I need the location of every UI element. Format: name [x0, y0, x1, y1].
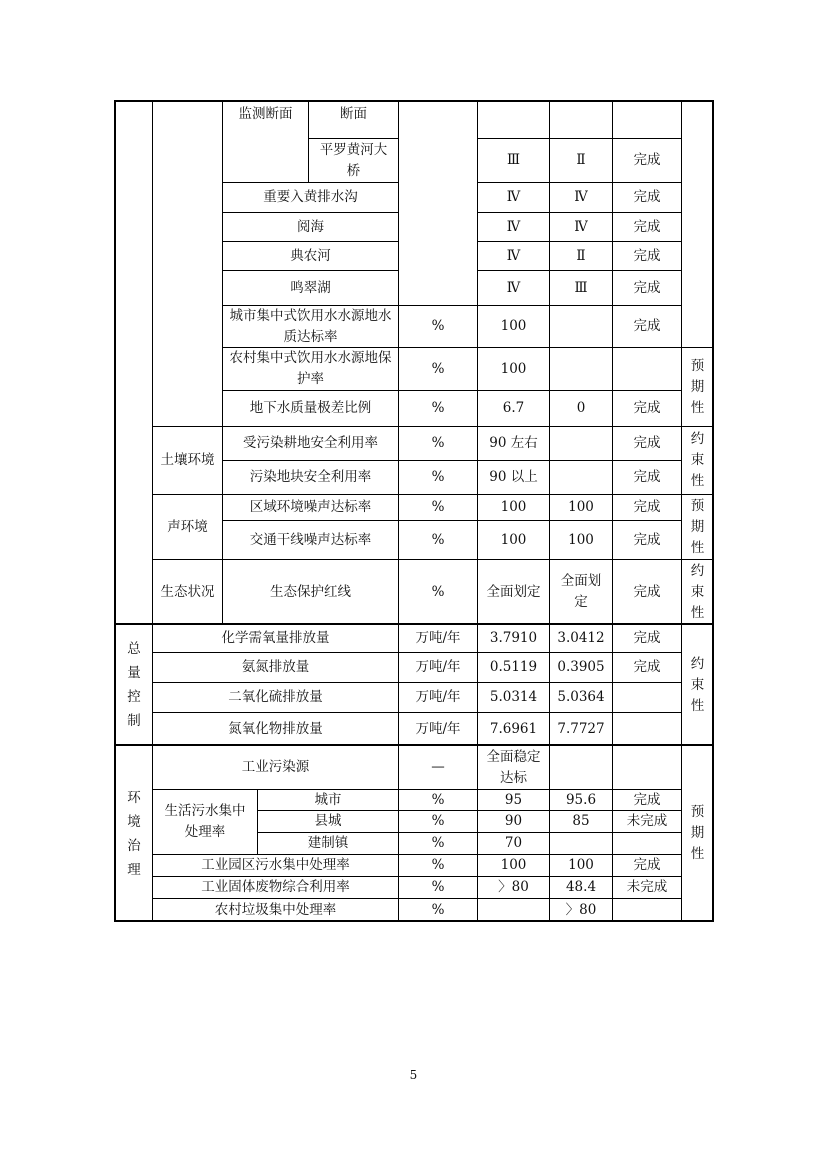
cell-g1-target: 全面稳定达标 [477, 745, 550, 790]
cell-g6-target: 〉80 [477, 876, 550, 899]
cell-section-header: 断面 [308, 101, 399, 139]
cell-total-cat: 总量控制 [115, 624, 153, 746]
cell-s2-target: 90 以上 [477, 460, 550, 495]
cell-attr-soil: 约束性 [681, 426, 714, 495]
cell-w4-actual: Ⅱ [549, 241, 613, 271]
cell-g6-status: 未完成 [612, 876, 682, 899]
cell-t1-unit: 万吨/年 [398, 624, 478, 653]
cell-d2-status [612, 347, 682, 391]
cell-w2-target: Ⅳ [477, 182, 550, 213]
cell-monitor-section: 监测断面 [222, 101, 309, 183]
cell-g7-target [477, 898, 550, 922]
empty-cell [152, 101, 223, 427]
cell-s2-actual [549, 460, 613, 495]
cell-g4-unit: % [398, 832, 478, 855]
page-number: 5 [409, 1068, 418, 1082]
cell-d1-actual [549, 305, 613, 348]
cell-w4-status: 完成 [612, 241, 682, 271]
cell-n1-target: 100 [477, 494, 550, 521]
cell-attr-eco: 约束性 [681, 559, 714, 625]
cell-n1-actual: 100 [549, 494, 613, 521]
cell-s1-status: 完成 [612, 426, 682, 461]
cell-e1-status: 完成 [612, 559, 682, 625]
cell-w2-actual: Ⅳ [549, 182, 613, 213]
cell-w5-name: 鸣翠湖 [222, 270, 399, 306]
cell-g1-actual [549, 745, 613, 790]
cell-s2-name: 污染地块安全利用率 [222, 460, 399, 495]
cell-d2-unit: % [398, 347, 478, 391]
cell-g1-status [612, 745, 682, 790]
cell-g6-name: 工业固体废物综合利用率 [152, 876, 399, 899]
cell-g3-name: 县城 [257, 810, 399, 833]
cell-t4-unit: 万吨/年 [398, 712, 478, 746]
cell-g5-unit: % [398, 854, 478, 877]
cell-g2-actual: 95.6 [549, 789, 613, 811]
cell-sewage-label: 生活污水集中处理率 [152, 789, 258, 855]
cell-e1-target: 全面划定 [477, 559, 550, 625]
cell-d3-actual: 0 [549, 390, 613, 427]
cell-e1-name: 生态保护红线 [222, 559, 399, 625]
cell-n1-unit: % [398, 494, 478, 521]
cell-e1-actual: 全面划定 [549, 559, 613, 625]
section-divider [114, 623, 714, 625]
cell-t2-unit: 万吨/年 [398, 652, 478, 683]
cell-attr-gov: 预期性 [681, 745, 714, 922]
cell-g2-status: 完成 [612, 789, 682, 811]
cell-n1-name: 区域环境噪声达标率 [222, 494, 399, 521]
empty-cell [477, 101, 550, 139]
cell-w3-target: Ⅳ [477, 212, 550, 242]
empty-cell [398, 101, 478, 306]
cell-g6-unit: % [398, 876, 478, 899]
cell-g1-unit: — [398, 745, 478, 790]
cell-n2-name: 交通干线噪声达标率 [222, 520, 399, 560]
cell-e1-unit: % [398, 559, 478, 625]
empty-cell [681, 101, 714, 348]
cell-g4-name: 建制镇 [257, 832, 399, 855]
cell-t1-name: 化学需氧量排放量 [152, 624, 399, 653]
cell-d2-name: 农村集中式饮用水水源地保护率 [222, 347, 399, 391]
cell-t3-name: 二氧化硫排放量 [152, 682, 399, 713]
cell-gov-cat: 环境治理 [115, 745, 153, 922]
cell-w2-status: 完成 [612, 182, 682, 213]
cell-t2-actual: 0.3905 [549, 652, 613, 683]
cell-w4-target: Ⅳ [477, 241, 550, 271]
cell-g7-actual: 〉80 [549, 898, 613, 922]
cell-w5-target: Ⅳ [477, 270, 550, 306]
cell-d3-name: 地下水质量极差比例 [222, 390, 399, 427]
cell-g6-actual: 48.4 [549, 876, 613, 899]
cell-n2-target: 100 [477, 520, 550, 560]
cell-eco-cat: 生态状况 [152, 559, 223, 625]
cell-d3-status: 完成 [612, 390, 682, 427]
cell-s1-unit: % [398, 426, 478, 461]
cell-t3-actual: 5.0364 [549, 682, 613, 713]
cell-t2-target: 0.5119 [477, 652, 550, 683]
cell-d3-unit: % [398, 390, 478, 427]
cell-soil-cat: 土壤环境 [152, 426, 223, 495]
cell-n2-unit: % [398, 520, 478, 560]
empty-cell [612, 101, 682, 139]
cell-w3-name: 阅海 [222, 212, 399, 242]
cell-d2-actual [549, 347, 613, 391]
cell-n2-actual: 100 [549, 520, 613, 560]
cell-s1-actual [549, 426, 613, 461]
cell-w1-actual: Ⅱ [549, 138, 613, 183]
cell-g7-name: 农村垃圾集中处理率 [152, 898, 399, 922]
cell-g4-target: 70 [477, 832, 550, 855]
cell-w3-status: 完成 [612, 212, 682, 242]
cell-t4-name: 氮氧化物排放量 [152, 712, 399, 746]
cell-s2-unit: % [398, 460, 478, 495]
cell-d1-unit: % [398, 305, 478, 348]
cell-d1-target: 100 [477, 305, 550, 348]
cell-g5-name: 工业园区污水集中处理率 [152, 854, 399, 877]
cell-t2-status: 完成 [612, 652, 682, 683]
cell-g2-name: 城市 [257, 789, 399, 811]
cell-g2-unit: % [398, 789, 478, 811]
cell-g3-actual: 85 [549, 810, 613, 833]
cell-w5-actual: Ⅲ [549, 270, 613, 306]
section-divider [114, 744, 714, 746]
cell-w5-status: 完成 [612, 270, 682, 306]
cell-d3-target: 6.7 [477, 390, 550, 427]
cell-w4-name: 典农河 [222, 241, 399, 271]
cell-g4-actual [549, 832, 613, 855]
cell-t2-name: 氨氮排放量 [152, 652, 399, 683]
cell-attr-total: 约束性 [681, 624, 714, 746]
empty-cell [115, 101, 153, 625]
cell-t4-actual: 7.7727 [549, 712, 613, 746]
cell-t4-target: 7.6961 [477, 712, 550, 746]
cell-w1-status: 完成 [612, 138, 682, 183]
cell-t3-status [612, 682, 682, 713]
cell-g5-status: 完成 [612, 854, 682, 877]
cell-g7-status [612, 898, 682, 922]
cell-t1-actual: 3.0412 [549, 624, 613, 653]
cell-t1-status: 完成 [612, 624, 682, 653]
cell-g3-status: 未完成 [612, 810, 682, 833]
cell-attr-water: 预期性 [681, 347, 714, 427]
cell-n2-status: 完成 [612, 520, 682, 560]
cell-t3-target: 5.0314 [477, 682, 550, 713]
cell-t1-target: 3.7910 [477, 624, 550, 653]
cell-s1-name: 受污染耕地安全利用率 [222, 426, 399, 461]
cell-t3-unit: 万吨/年 [398, 682, 478, 713]
cell-w1-target: Ⅲ [477, 138, 550, 183]
cell-g7-unit: % [398, 898, 478, 922]
cell-g5-actual: 100 [549, 854, 613, 877]
cell-g5-target: 100 [477, 854, 550, 877]
cell-d2-target: 100 [477, 347, 550, 391]
cell-s2-status: 完成 [612, 460, 682, 495]
empty-cell [549, 101, 613, 139]
cell-d1-name: 城市集中式饮用水水源地水质达标率 [222, 305, 399, 348]
cell-d1-status: 完成 [612, 305, 682, 348]
cell-noise-cat: 声环境 [152, 494, 223, 560]
cell-attr-noise: 预期性 [681, 494, 714, 560]
cell-g3-unit: % [398, 810, 478, 833]
cell-w2-name: 重要入黄排水沟 [222, 182, 399, 213]
cell-n1-status: 完成 [612, 494, 682, 521]
cell-s1-target: 90 左右 [477, 426, 550, 461]
cell-g2-target: 95 [477, 789, 550, 811]
cell-t4-status [612, 712, 682, 746]
cell-g1-name: 工业污染源 [152, 745, 399, 790]
cell-w3-actual: Ⅳ [549, 212, 613, 242]
cell-g3-target: 90 [477, 810, 550, 833]
cell-g4-status [612, 832, 682, 855]
cell-w1-name: 平罗黄河大桥 [308, 138, 399, 183]
